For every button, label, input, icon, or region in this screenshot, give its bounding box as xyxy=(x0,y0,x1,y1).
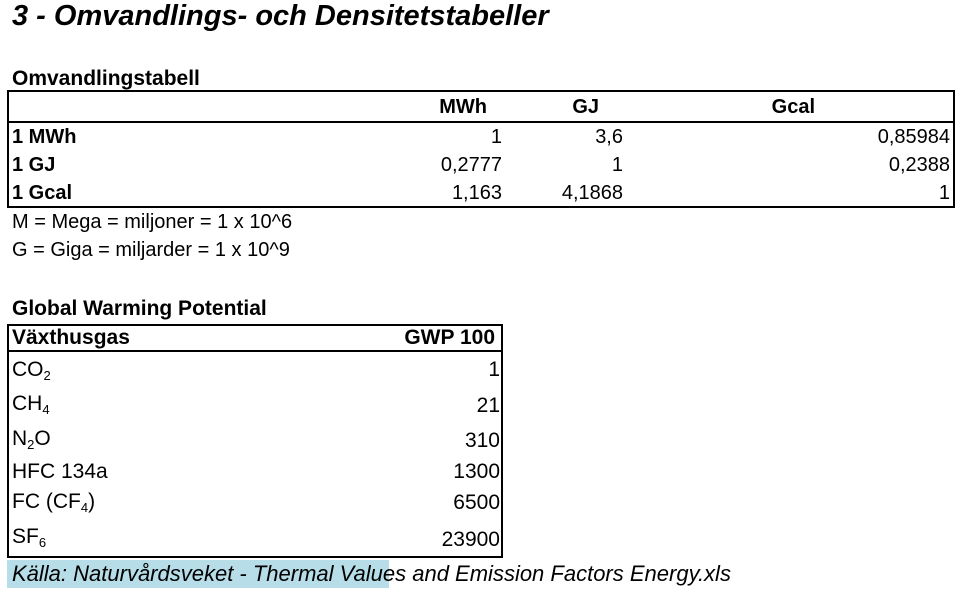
gwp-value: 1 xyxy=(488,358,500,381)
gwp-gas-name: $CH_4$ xyxy=(12,392,50,417)
gwp-gas-name: $N_2O$ xyxy=(12,427,51,452)
conversion-cell: 0,2388 xyxy=(888,154,950,176)
conversion-cell: 3,6 xyxy=(595,126,623,148)
gwp-value: 21 xyxy=(476,394,500,417)
conversion-col-header: MWh xyxy=(439,96,487,118)
gwp-value: 6500 xyxy=(453,491,500,514)
conversion-row-label: 1 Gcal xyxy=(12,182,73,204)
conversion-table xyxy=(7,90,955,208)
gwp-gas-name: $SF_6$ xyxy=(12,525,47,550)
conversion-cell: 0,2777 xyxy=(440,154,502,176)
conversion-table-title: Omvandlingstabell xyxy=(12,67,200,90)
conversion-cell: 0,85984 xyxy=(877,126,950,148)
conversion-cell: 1 xyxy=(938,182,950,204)
gwp-col-header-value: GWP 100 xyxy=(404,326,495,349)
conversion-cell: 1 xyxy=(490,126,502,148)
gwp-gas-name: FC $(CF_4)$ xyxy=(12,490,96,515)
conversion-col-header: GJ xyxy=(572,96,599,118)
page-title: 3 - Omvandlings- och Densitetstabeller xyxy=(12,0,549,32)
source-citation: Källa: Naturvårdsveket - Thermal Values and Emission Factors Energy.xls xyxy=(12,561,731,586)
conversion-col-header: Gcal xyxy=(771,96,815,118)
conversion-note: M = Mega = miljoner = 1 x 10^6 xyxy=(12,211,293,233)
gwp-value: 1300 xyxy=(453,460,500,483)
conversion-cell: 1 xyxy=(611,154,623,176)
conversion-cell: 4,1868 xyxy=(561,182,623,204)
gwp-col-header-gas: Växthusgas xyxy=(12,326,130,349)
conversion-row-label: 1 MWh xyxy=(12,126,77,148)
gwp-gas-name: HFC 134a xyxy=(12,460,108,483)
gwp-value: 23900 xyxy=(441,528,500,551)
conversion-note: G = Giga = miljarder = 1 x 10^9 xyxy=(12,239,290,261)
conversion-header-divider xyxy=(9,121,953,123)
conversion-row-label: 1 GJ xyxy=(12,154,56,176)
gwp-gas-name: $CO_2$ xyxy=(12,358,51,383)
gwp-value: 310 xyxy=(464,429,500,452)
gwp-table-title: Global Warming Potential xyxy=(12,297,267,320)
conversion-cell: 1,163 xyxy=(451,182,502,204)
